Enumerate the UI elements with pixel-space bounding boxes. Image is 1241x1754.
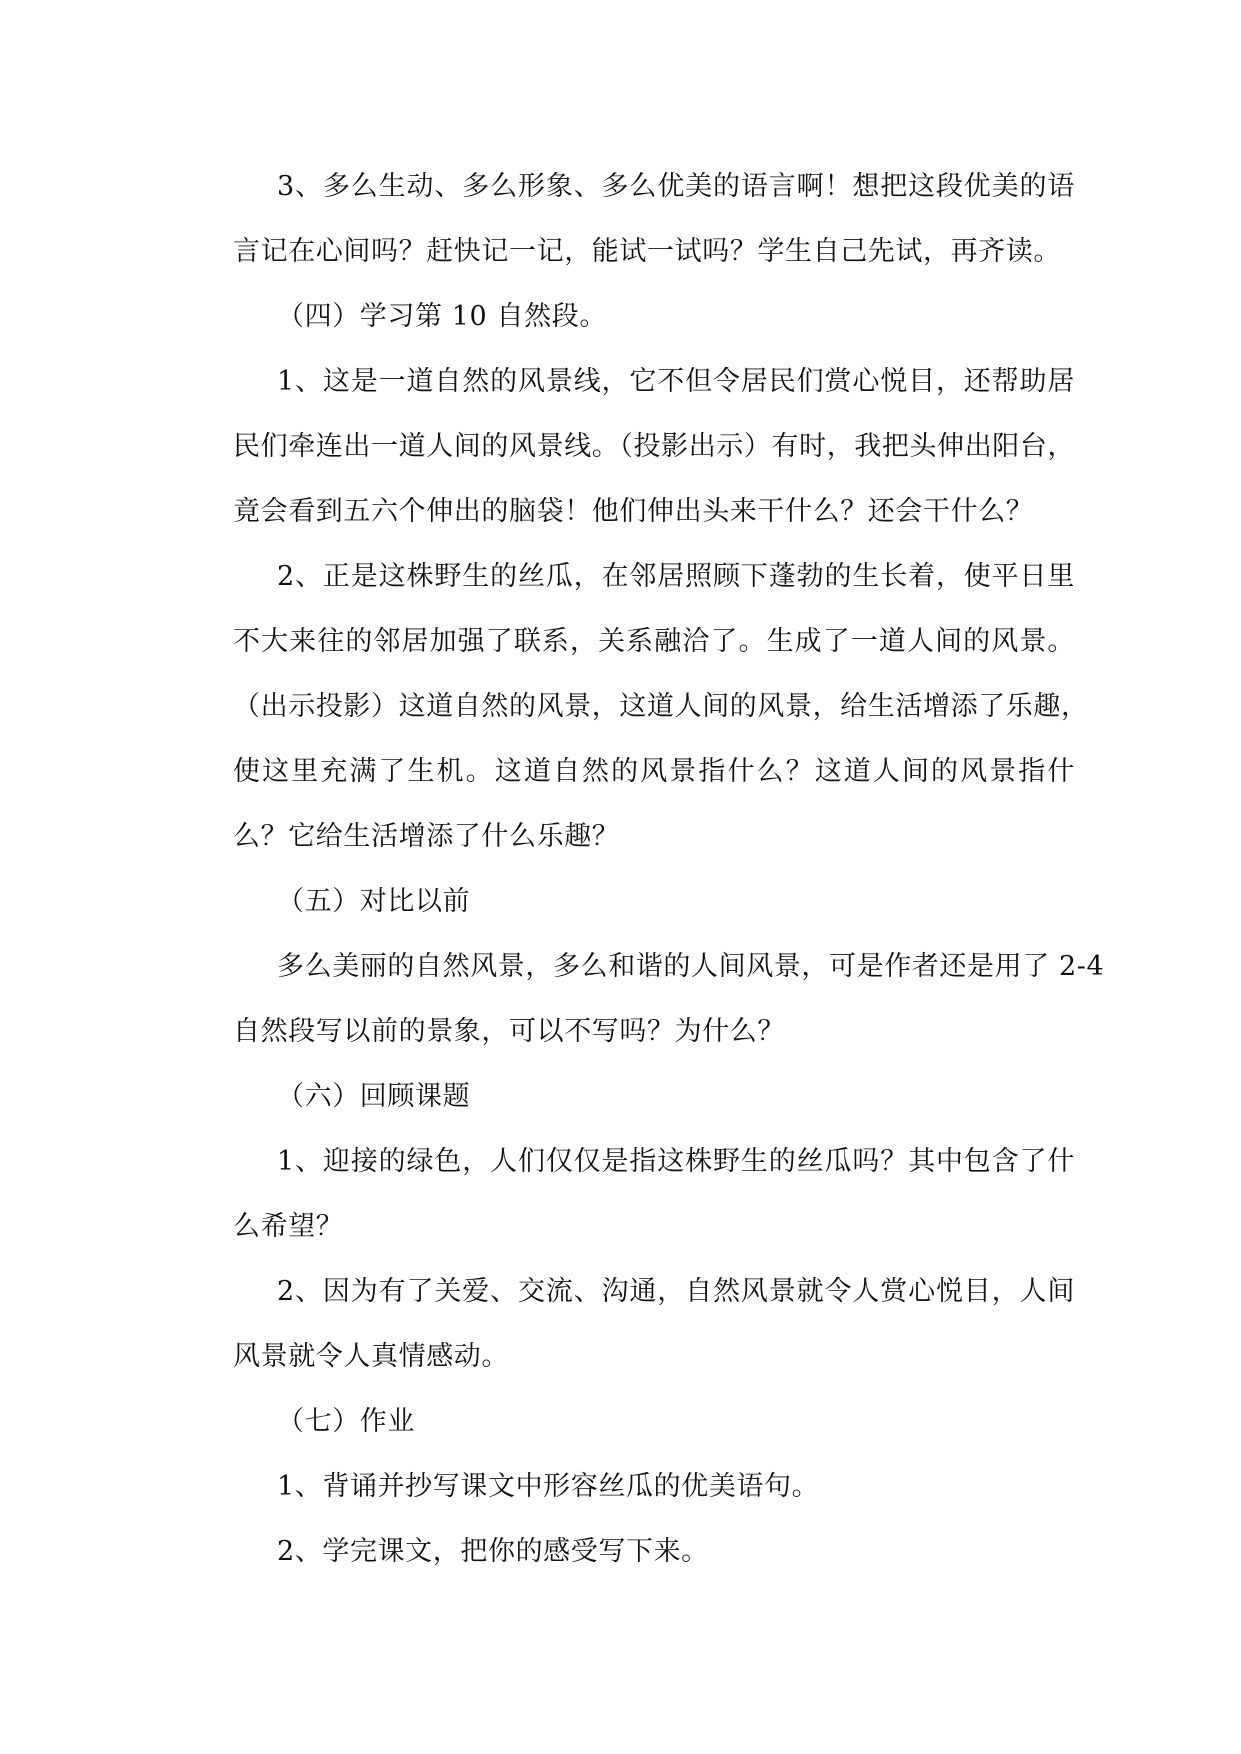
paragraph [189, 154, 1075, 284]
section-heading [189, 1389, 1075, 1454]
text-line: 么？它给生活增添了什么乐趣？ [233, 821, 620, 852]
paragraph [189, 1129, 1075, 1259]
text-line: 多么美丽的自然风景，多么和谐的人间风景，可是作者还是用了 2-4 [277, 951, 1105, 982]
text-line: 言记在心间吗？赶快记一记，能试一试吗？学生自己先试，再齐读。 [233, 236, 1061, 267]
paragraph [189, 1454, 1075, 1519]
paragraph [189, 349, 1075, 544]
paragraph [189, 1259, 1075, 1389]
text-line: 使这里充满了生机。这道自然的风景指什么？这道人间的风景指什 [233, 756, 1075, 787]
paragraph [189, 1519, 1075, 1584]
text-line: 1、背诵并抄写课文中形容丝瓜的优美语句。 [277, 1471, 820, 1502]
text-line: 不大来往的邻居加强了联系，关系融洽了。生成了一道人间的风景。 [233, 626, 1075, 657]
heading-text: （五）对比以前 [277, 886, 471, 917]
heading-text: （四）学习第 10 自然段。 [277, 301, 607, 332]
text-line: 1、迎接的绿色，人们仅仅是指这株野生的丝瓜吗？其中包含了什 [277, 1146, 1075, 1177]
text-line: 风景就令人真情感动。 [233, 1341, 509, 1372]
text-line: （出示投影）这道自然的风景，这道人间的风景，给生活增添了乐趣， [233, 691, 1089, 722]
text-line: 2、因为有了关爱、交流、沟通，自然风景就令人赏心悦目，人间 [277, 1276, 1075, 1307]
section-heading [189, 284, 1075, 349]
text-line: 么希望？ [233, 1211, 344, 1242]
text-line: 1、这是一道自然的风景线，它不但令居民们赏心悦目，还帮助居 [277, 366, 1075, 397]
paragraph [189, 934, 1105, 1064]
heading-text: （六）回顾课题 [277, 1081, 471, 1112]
heading-text: （七）作业 [277, 1406, 415, 1437]
text-line: 民们牵连出一道人间的风景线。（投影出示）有时，我把头伸出阳台， [233, 431, 1076, 462]
text-line: 2、学完课文，把你的感受写下来。 [277, 1536, 709, 1567]
text-line: 3、多么生动、多么形象、多么优美的语言啊！想把这段优美的语 [277, 171, 1075, 202]
section-heading [189, 869, 1075, 934]
paragraph [189, 544, 1089, 869]
text-line: 竟会看到五六个伸出的脑袋！他们伸出头来干什么？还会干什么？ [233, 496, 1034, 527]
section-heading [189, 1064, 1075, 1129]
text-line: 自然段写以前的景象，可以不写吗？为什么？ [233, 1016, 785, 1047]
document-page [189, 154, 1105, 1584]
text-line: 2、正是这株野生的丝瓜，在邻居照顾下蓬勃的生长着，使平日里 [277, 561, 1075, 592]
